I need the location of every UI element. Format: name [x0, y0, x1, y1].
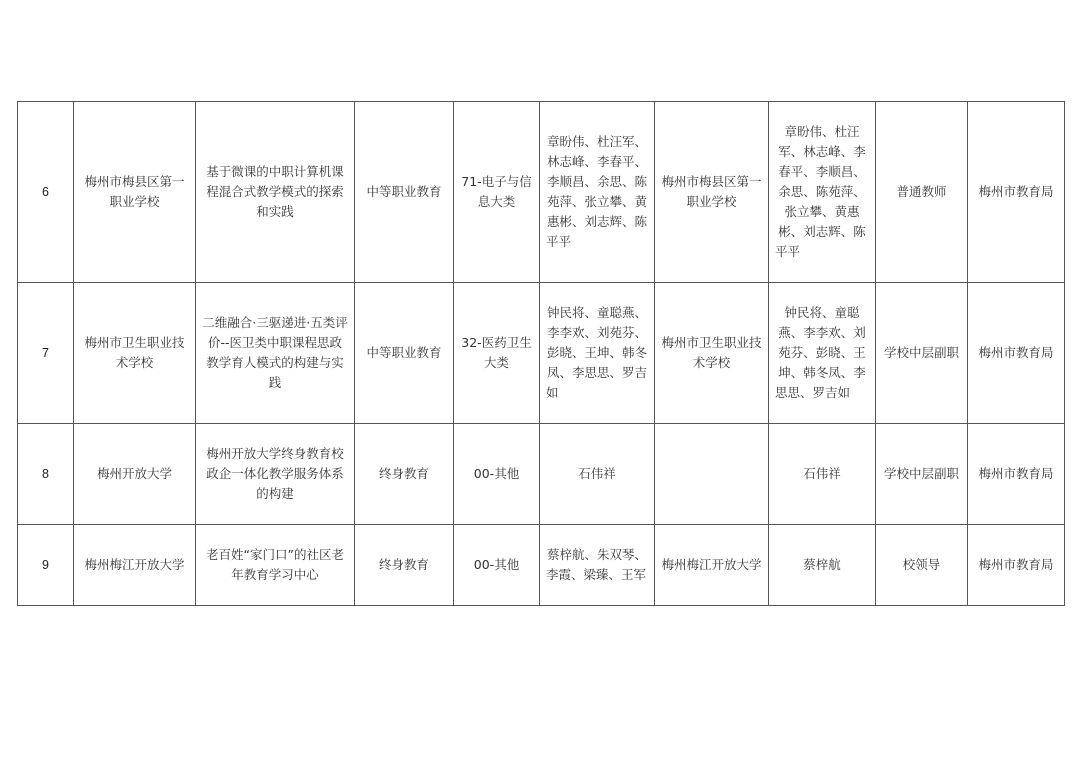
project-title-cell: 基于微课的中职计算机课程混合式教学模式的探索和实践 [196, 102, 355, 283]
recommended-cell: 章盼伟、杜汪军、林志峰、李春平、李顺昌、余思、陈苑萍、张立攀、黄惠彬、刘志辉、陈平平 [769, 102, 876, 283]
education-level-cell: 中等职业教育 [355, 283, 454, 424]
school-cell: 梅州梅江开放大学 [74, 525, 196, 606]
row-number: 6 [18, 102, 74, 283]
position-cell: 学校中层副职 [876, 424, 968, 525]
category-cell: 71-电子与信息大类 [454, 102, 540, 283]
authority-cell: 梅州市教育局 [968, 424, 1065, 525]
unit-cell: 梅州梅江开放大学 [655, 525, 769, 606]
position-cell: 学校中层副职 [876, 283, 968, 424]
table-row [18, 283, 1065, 424]
school-cell: 梅州市卫生职业技术学校 [74, 283, 196, 424]
category-cell: 00-其他 [454, 424, 540, 525]
project-title-cell: 二维融合·三驱递进·五类评价--医卫类中职课程思政教学育人模式的构建与实践 [196, 283, 355, 424]
school-cell: 梅州市梅县区第一职业学校 [74, 102, 196, 283]
unit-cell: 梅州市卫生职业技术学校 [655, 283, 769, 424]
authority-cell: 梅州市教育局 [968, 525, 1065, 606]
position-cell: 校领导 [876, 525, 968, 606]
recommended-cell: 蔡梓航 [769, 525, 876, 606]
members-cell: 章盼伟、杜汪军、林志峰、李春平、李顺昌、余思、陈苑萍、张立攀、黄惠彬、刘志辉、陈平平 [540, 102, 655, 283]
category-cell: 32-医药卫生大类 [454, 283, 540, 424]
members-cell: 蔡梓航、朱双琴、李霞、梁臻、王军 [540, 525, 655, 606]
row-number: 8 [18, 424, 74, 525]
recommended-cell: 钟民将、童聪燕、李李欢、刘苑芬、彭晓、王坤、韩冬凤、李思思、罗吉如 [769, 283, 876, 424]
category-cell: 00-其他 [454, 525, 540, 606]
authority-cell: 梅州市教育局 [968, 102, 1065, 283]
project-title-cell: 老百姓“家门口”的社区老年教育学习中心 [196, 525, 355, 606]
education-level-cell: 中等职业教育 [355, 102, 454, 283]
school-cell: 梅州开放大学 [74, 424, 196, 525]
unit-cell: 梅州市梅县区第一职业学校 [655, 102, 769, 283]
table-row [18, 525, 1065, 606]
members-cell: 钟民将、童聪燕、李李欢、刘苑芬、彭晓、王坤、韩冬凤、李思思、罗吉如 [540, 283, 655, 424]
members-cell: 石伟祥 [540, 424, 655, 525]
row-number: 7 [18, 283, 74, 424]
table-row [18, 102, 1065, 283]
unit-cell [655, 424, 769, 525]
table-row [18, 424, 1065, 525]
project-title-cell: 梅州开放大学终身教育校政企一体化教学服务体系的构建 [196, 424, 355, 525]
results-table [17, 101, 1065, 606]
education-level-cell: 终身教育 [355, 424, 454, 525]
row-number: 9 [18, 525, 74, 606]
position-cell: 普通教师 [876, 102, 968, 283]
authority-cell: 梅州市教育局 [968, 283, 1065, 424]
recommended-cell: 石伟祥 [769, 424, 876, 525]
education-level-cell: 终身教育 [355, 525, 454, 606]
